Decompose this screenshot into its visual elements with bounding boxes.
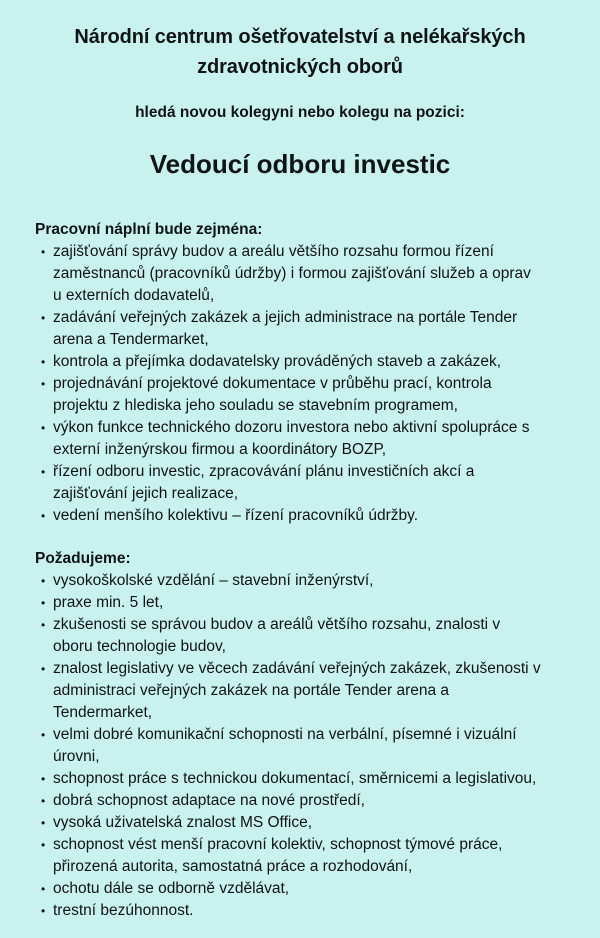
list-item: • řízení odboru investic, zpracovávání plánu investičních akcí a zajišťování jejich realizace, — [41, 463, 475, 502]
bullet-icon: • — [41, 772, 46, 786]
bullet-icon: • — [41, 509, 46, 523]
bullet-icon: • — [41, 574, 46, 588]
lead-text: hledá novou kolegyni nebo kolegu na pozici: — [135, 104, 465, 121]
duties-section — [35, 219, 580, 527]
list-item: • vysokoškolské vzdělání – stavební inženýrství, — [35, 570, 580, 592]
bullet-icon: • — [41, 377, 46, 391]
bullet-icon: • — [41, 465, 46, 479]
bullet-icon: • — [41, 816, 46, 830]
position-title: Vedoucí odboru investic — [149, 149, 451, 179]
list-item: • zajišťování správy budov a areálu většího rozsahu formou řízení zaměstnanců (pracovníků údržby) i formou zajišťování služeb a oprav u externích dodavatelů, — [41, 243, 531, 304]
bullet-icon: • — [41, 728, 46, 742]
list-item: • výkon funkce technického dozoru investora nebo aktivní spolupráce s externí inženýrskou firmou a koordinátory BOZP, — [41, 419, 530, 458]
bullet-icon: • — [41, 618, 46, 632]
list-item: • dobrá schopnost adaptace na nové prostředí, — [35, 790, 580, 812]
list-item: • vysoká uživatelská znalost MS Office, — [35, 812, 580, 834]
list-item: • schopnost vést menší pracovní kolektiv, schopnost týmové práce, přirozená autorita, samostatná práce a rozhodování, — [41, 836, 503, 875]
list-item: • zkušenosti se správou budov a areálů většího rozsahu, znalosti v oboru technologie budov, — [41, 616, 501, 655]
requirements-list — [35, 570, 580, 922]
bullet-icon: • — [41, 882, 46, 896]
bullet-icon: • — [41, 596, 46, 610]
bullet-icon: • — [41, 311, 46, 325]
organization-line-2: zdravotnických oborů — [197, 56, 403, 78]
bullet-icon: • — [41, 245, 46, 259]
bullet-icon: • — [41, 421, 46, 435]
bullet-icon: • — [41, 904, 46, 918]
organization-name — [0, 22, 600, 82]
list-item: • znalost legislativy ve věcech zadávání veřejných zakázek, zkušenosti v administraci veřejných zakázek na portále Tender arena a Tendermarket, — [41, 660, 541, 721]
requirements-heading: Požadujeme: — [35, 550, 131, 567]
requirements-section — [35, 548, 580, 922]
list-item: • projednávání projektové dokumentace v průběhu prací, kontrola projektu z hlediska jeho souladu se stavebním programem, — [41, 375, 492, 414]
list-item: • schopnost práce s technickou dokumentací, směrnicemi a legislativou, — [35, 768, 580, 790]
list-item: • velmi dobré komunikační schopnosti na verbální, písemné i vizuální úrovni, — [41, 726, 517, 765]
list-item: • kontrola a přejímka dodavatelsky prováděných staveb a zakázek, — [35, 351, 580, 373]
bullet-icon: • — [41, 355, 46, 369]
list-item: • praxe min. 5 let, — [35, 592, 580, 614]
duties-list — [35, 241, 580, 527]
list-item: • vedení menšího kolektivu – řízení pracovníků údržby. — [35, 505, 580, 527]
organization-line-1: Národní centrum ošetřovatelství a nelékařských — [74, 26, 526, 48]
bullet-icon: • — [41, 794, 46, 808]
bullet-icon: • — [41, 838, 46, 852]
bullet-icon: • — [41, 662, 46, 676]
list-item: • ochotu dále se odborně vzdělávat, — [35, 878, 580, 900]
list-item: • trestní bezúhonnost. — [35, 900, 580, 922]
duties-heading: Pracovní náplní bude zejména: — [35, 221, 263, 238]
list-item: • zadávání veřejných zakázek a jejich administrace na portále Tender arena a Tendermarket, — [41, 309, 518, 348]
